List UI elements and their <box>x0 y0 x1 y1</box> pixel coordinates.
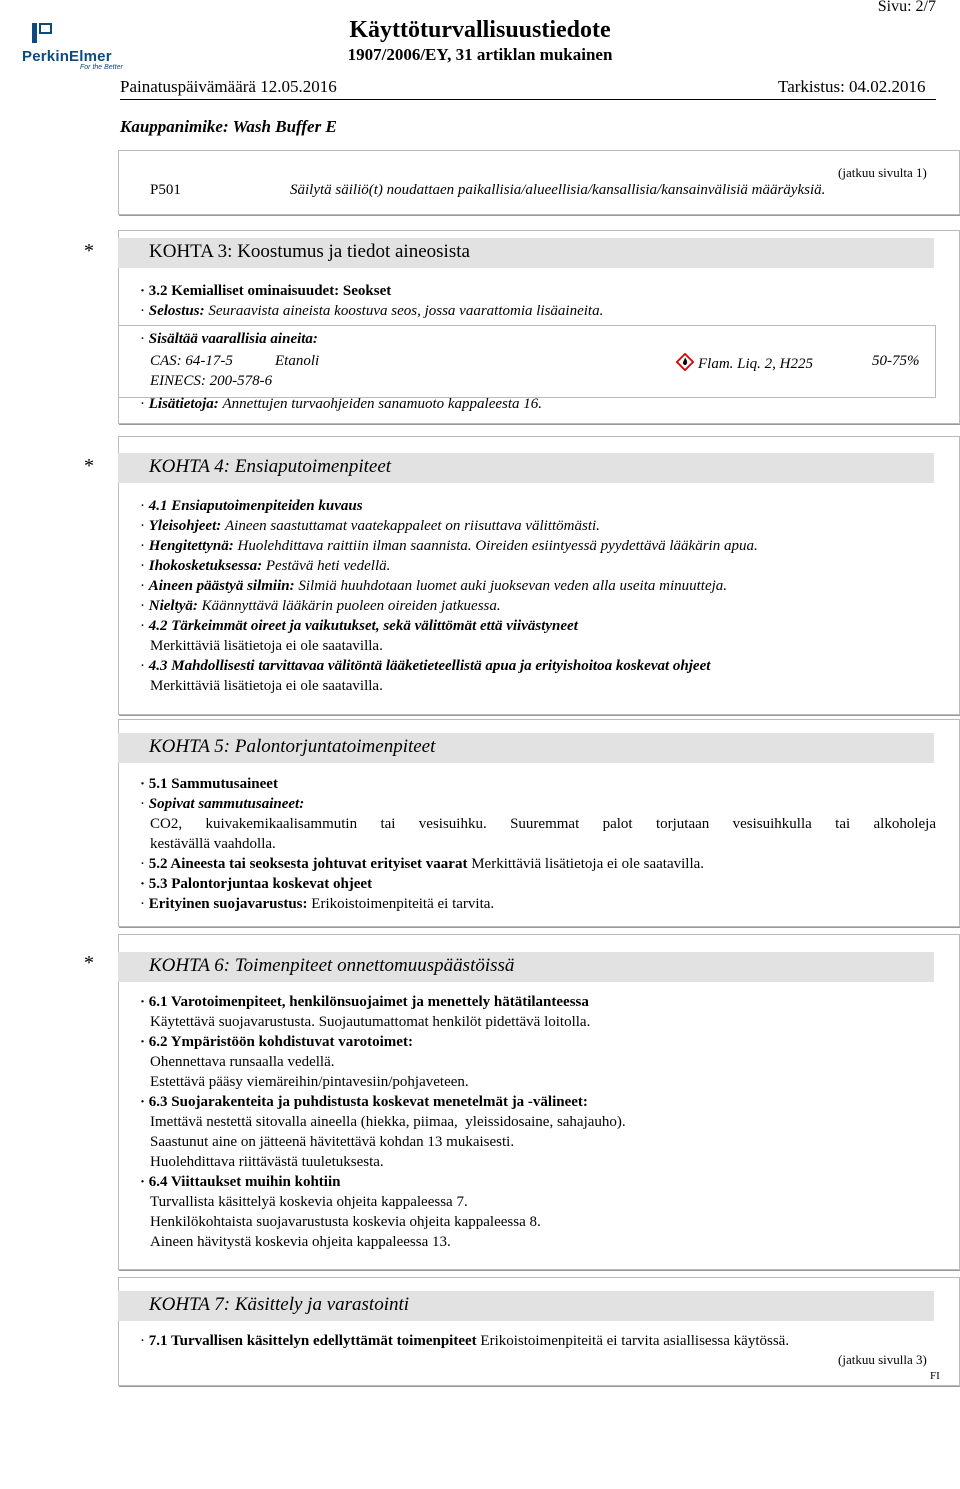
section-6-3-text-1: Imettävä nestettä sitovalla aineella (hiekka, piimaa, yleissidosaine, sahajauho). <box>150 1114 626 1130</box>
product-name: Kauppanimike: Wash Buffer E <box>120 117 337 136</box>
contains-hazardous: · Sisältää vaarallisia aineita: <box>140 331 318 347</box>
cas-number: CAS: 64-17-5 <box>150 353 233 369</box>
section-4-3-text: Merkittäviä lisätietoja ei ole saatavilla. <box>150 678 383 694</box>
section-6-1-text: Käytettävä suojavarustusta. Suojautumattomat henkilöt pidettävä loitolla. <box>150 1014 591 1030</box>
substance-name: Etanoli <box>275 353 320 369</box>
section-3-title: KOHTA 3: Koostumus ja tiedot aineosista <box>149 241 470 262</box>
p501-text: Säilytä säiliö(t) noudattaen paikallisia/alueellisia/kansallisia/kansainvälisiä määräyksiä. <box>290 182 826 198</box>
section-3-extra-info: · Lisätietoja: Annettujen turvaohjeiden sanamuoto kappaleesta 16. <box>140 396 543 412</box>
hazard-classification: Flam. Liq. 2, H225 <box>676 353 813 373</box>
section-6-4-text-1: Turvallista käsittelyä koskevia ohjeita kappaleessa 7. <box>150 1194 468 1210</box>
document-subtitle: 1907/2006/EY, 31 artiklan mukainen <box>347 45 613 64</box>
revision-date: Tarkistus: 04.02.2016 <box>778 77 926 96</box>
section-7-banner <box>118 1291 934 1321</box>
section-6-4-heading: · 6.4 Viittaukset muihin kohtiin <box>140 1174 341 1190</box>
section-5-3-heading: · 5.3 Palontorjuntaa koskevat ohjeet <box>140 876 373 892</box>
concentration: 50-75% <box>872 353 920 369</box>
company-tagline: For the Better <box>80 64 123 71</box>
section-3-2-heading: · 3.2 Kemialliset ominaisuudet: Seokset <box>140 283 392 299</box>
section-5-2: · 5.2 Aineesta tai seoksesta johtuvat erityiset vaarat Merkittäviä lisätietoja ei ole saatavilla. <box>140 856 705 872</box>
section-5-title: KOHTA 5: Palontorjuntatoimenpiteet <box>149 736 436 757</box>
inhalation-advice: · Hengitettynä: Huolehdittava raittiin ilman saannista. Oireiden esiintyessä pyydettävä lääkärin apua. <box>140 538 758 554</box>
protective-equipment: · Erityinen suojavarustus: Erikoistoimenpiteitä ei tarvita. <box>140 896 495 912</box>
print-date: Painatuspäivämäärä 12.05.2016 <box>120 77 337 96</box>
ingestion-advice: · Nieltyä: Käännyttävä lääkärin puoleen oireiden jatkuessa. <box>140 598 501 614</box>
continued-to: (jatkuu sivulla 3) <box>838 1352 927 1367</box>
section-7-1: · 7.1 Turvallisen käsittelyn edellyttämät toimenpiteet Erikoistoimenpiteitä ei tarvita asiallisessa käytössä. <box>140 1333 790 1349</box>
section-4-1-heading: · 4.1 Ensiaputoimenpiteiden kuvaus <box>140 498 363 514</box>
header-rule <box>120 99 936 100</box>
section-3-banner <box>118 238 934 268</box>
general-advice: · Yleisohjeet: Aineen saastuttamat vaatekappaleet on riisuttava välittömästi. <box>140 518 600 534</box>
section-4-title: KOHTA 4: Ensiaputoimenpiteet <box>149 456 392 477</box>
continued-from: (jatkuu sivulta 1) <box>838 165 927 180</box>
section-6-3-text-3: Huolehdittava riittävästä tuuletuksesta. <box>150 1154 384 1170</box>
section-4-3-heading: · 4.3 Mahdollisesti tarvittavaa välitöntä lääketieteellistä apua ja erityishoitoa koskevat ohjeet <box>140 658 711 674</box>
section-4-2-heading: · 4.2 Tärkeimmät oireet ja vaikutukset, sekä välittömät että viivästyneet <box>140 618 578 634</box>
section-6-1-heading: · 6.1 Varotoimenpiteet, henkilönsuojaimet ja menettely hätätilanteessa <box>140 994 589 1010</box>
skin-contact-advice: · Ihokosketuksessa: Pestävä heti vedellä. <box>140 558 391 574</box>
section-6-title: KOHTA 6: Toimenpiteet onnettomuuspäästöissä <box>149 955 515 976</box>
section-6-2-text-1: Ohennettava runsaalla vedellä. <box>150 1054 335 1070</box>
language-code: FI <box>930 1370 940 1382</box>
p501-code: P501 <box>150 182 181 198</box>
section-5-banner <box>118 733 934 763</box>
section-6-banner <box>118 952 934 982</box>
section-4-2-text: Merkittäviä lisätietoja ei ole saatavilla. <box>150 638 383 654</box>
section-6-4-text-3: Aineen hävitystä koskevia ohjeita kappaleessa 13. <box>150 1234 451 1250</box>
page-number: Sivu: 2/7 <box>877 0 936 15</box>
document-title: Käyttöturvallisuustiedote <box>349 17 611 43</box>
section-4-banner <box>118 453 934 483</box>
einecs-number: EINECS: 200-578-6 <box>150 373 273 389</box>
section-6-2-text-2: Estettävä pääsy viemäreihin/pintavesiin/pohjaveteen. <box>150 1074 469 1090</box>
flame-diamond-icon <box>676 353 694 371</box>
section-6-2-heading: · 6.2 Ympäristöön kohdistuvat varotoimet: <box>140 1034 413 1050</box>
section-7-title: KOHTA 7: Käsittely ja varastointi <box>149 1294 410 1315</box>
section-3-description: · Selostus: Seuraavista aineista koostuva seos, jossa vaarattomia lisäaineita. <box>140 303 604 319</box>
suitable-media-text-1: CO2, kuivakemikaalisammutin tai vesisuihku. Suuremmat palot torjutaan vesisuihkulla tai alkoholeja <box>150 816 936 832</box>
eye-contact-advice: · Aineen päästyä silmiin: Silmiä huuhdotaan luomet auki juoksevan veden alla useita minuutteja. <box>140 578 728 594</box>
revision-star: * <box>84 455 94 477</box>
section-5-1-heading: · 5.1 Sammutusaineet <box>140 776 278 792</box>
section-6-4-text-2: Henkilökohtaista suojavarustusta koskevia ohjeita kappaleessa 8. <box>150 1214 541 1230</box>
section-6-3-text-2: Saastunut aine on jätteenä hävitettävä kohdan 13 mukaisesti. <box>150 1134 515 1150</box>
suitable-media-label: · Sopivat sammutusaineet: <box>140 796 305 812</box>
revision-star: * <box>84 952 94 974</box>
section-6-3-heading: · 6.3 Suojarakenteita ja puhdistusta koskevat menetelmät ja -välineet: <box>140 1094 588 1110</box>
revision-star: * <box>84 240 94 262</box>
suitable-media-text-2: kestävällä vaahdolla. <box>150 836 276 852</box>
company-name: PerkinElmer <box>22 48 112 65</box>
